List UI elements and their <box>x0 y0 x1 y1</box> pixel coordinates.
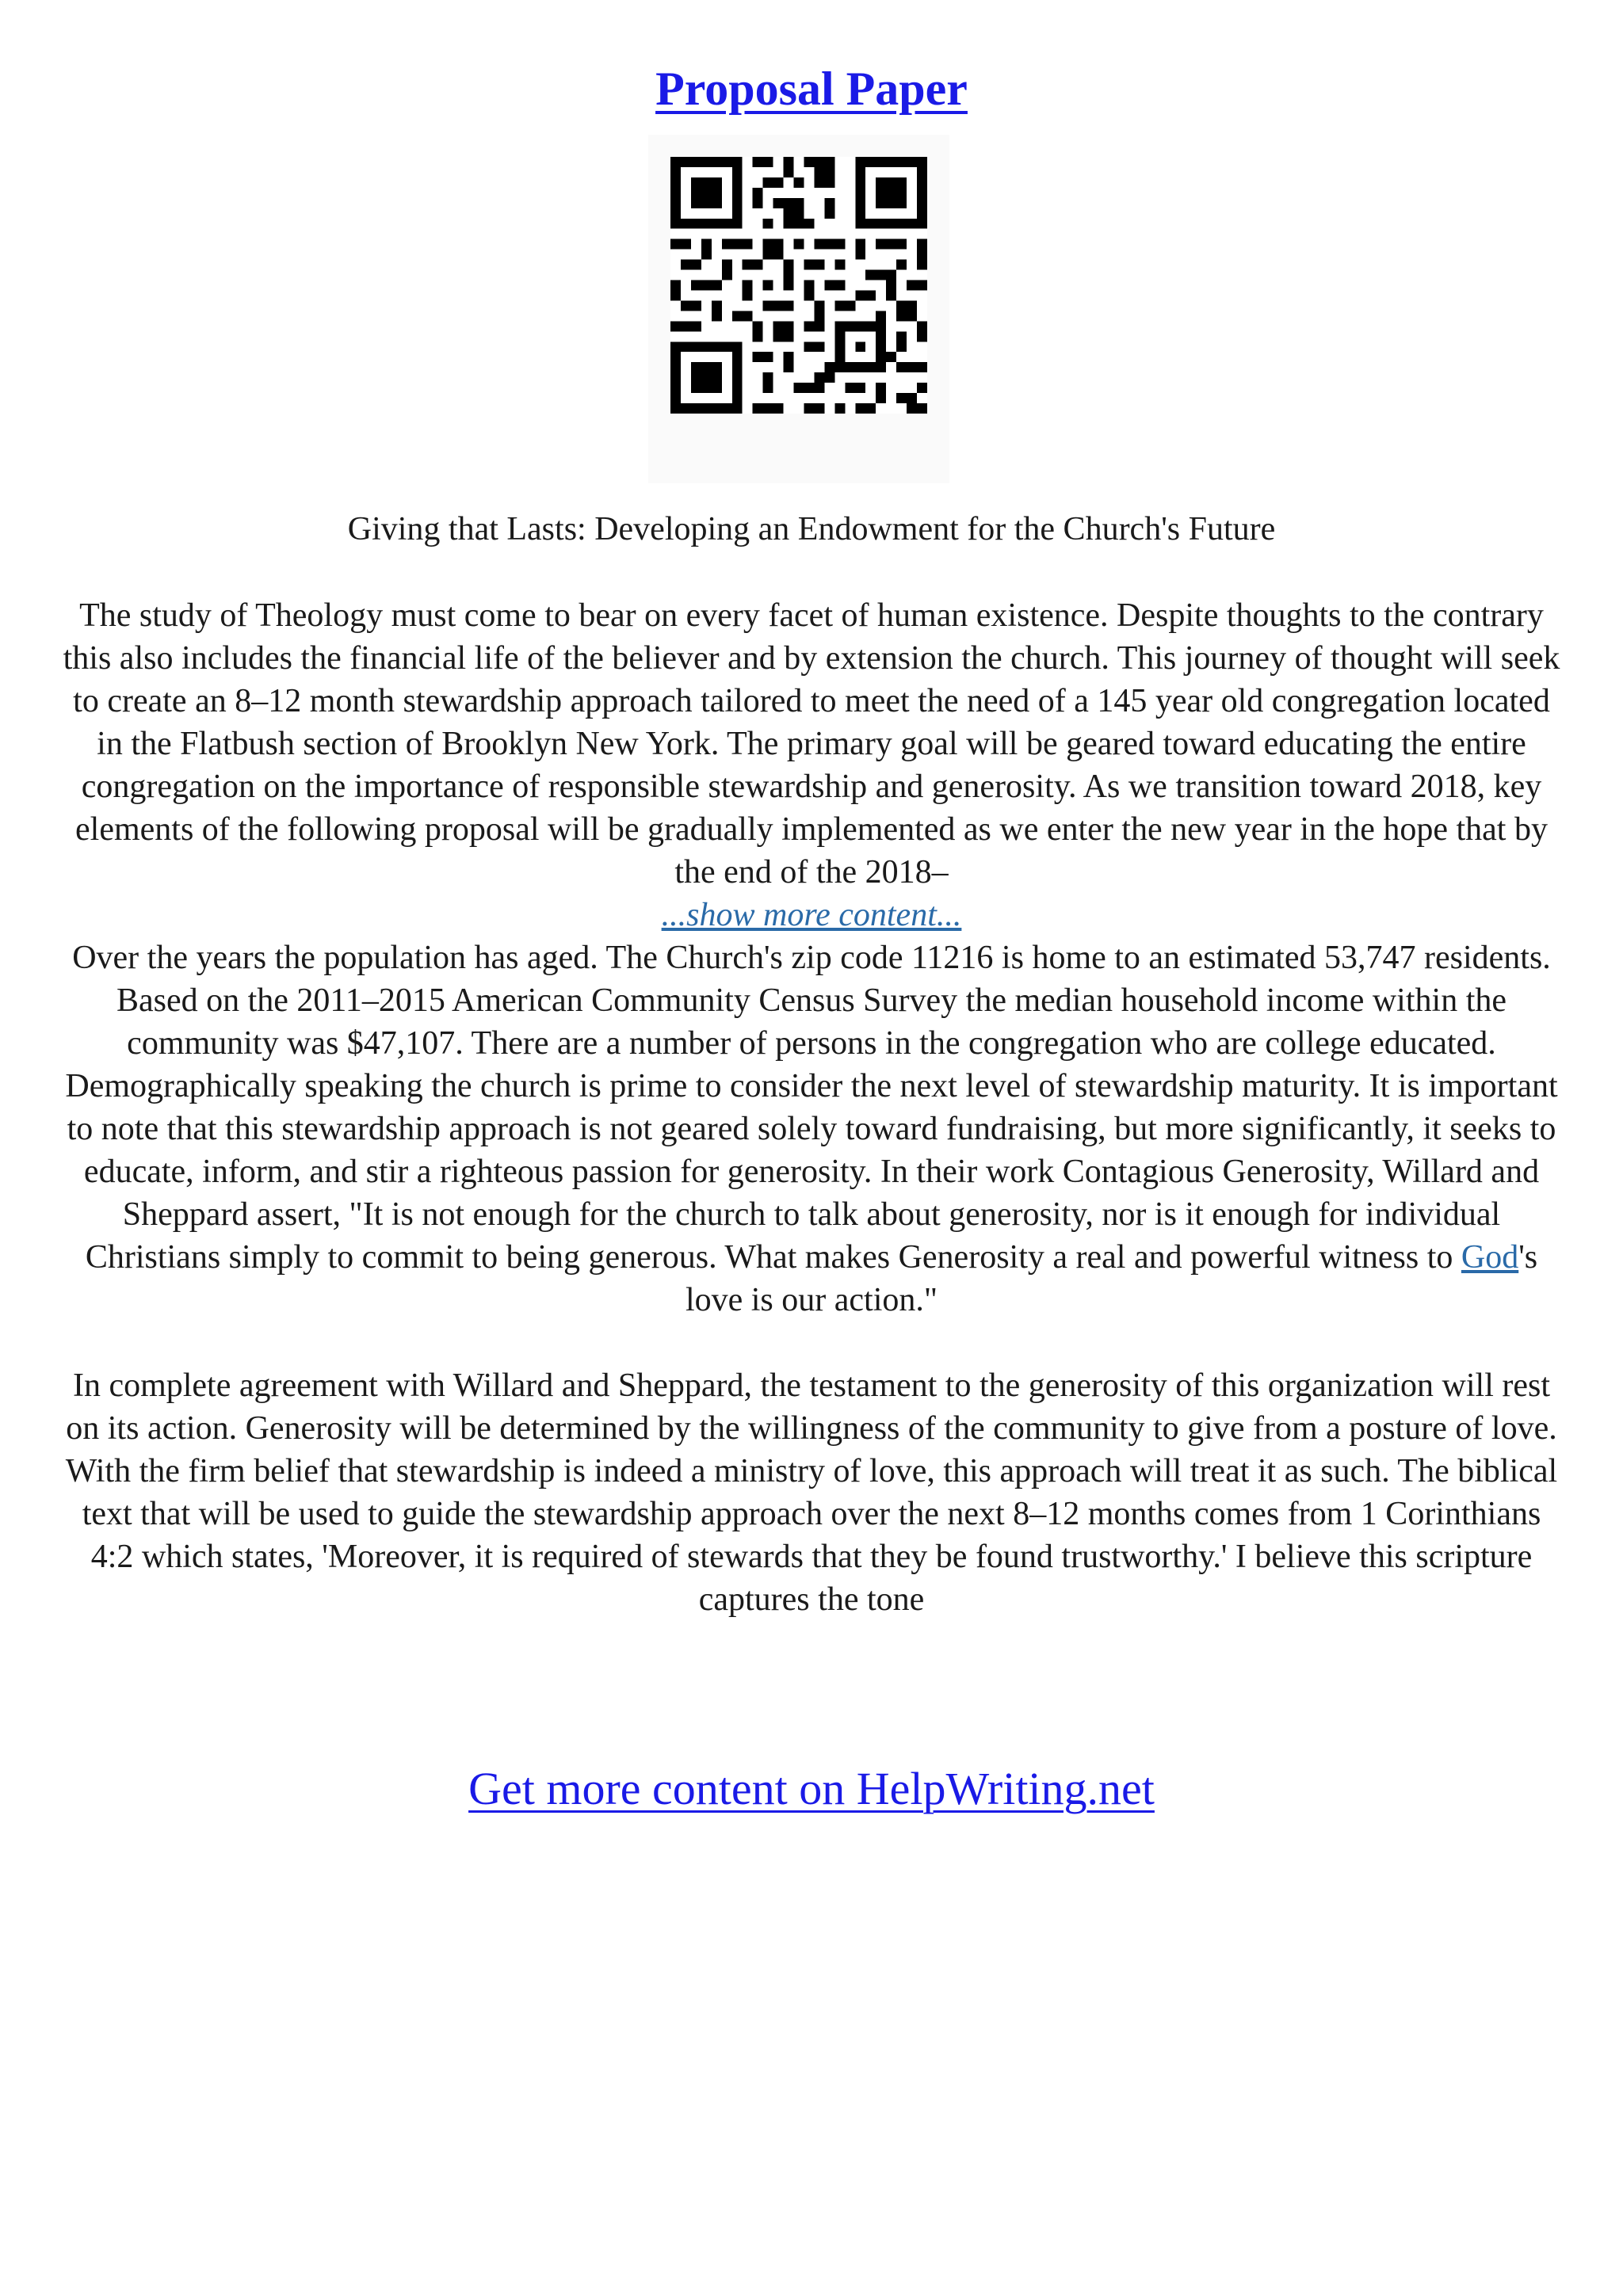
paragraph-2 <box>57 936 1566 1322</box>
paragraph-3: In complete agreement with Willard and Sheppard, the testament to the generosity of this organization will rest on its action. Generosity will be determined by the willingness of the community to give from a posture of love. <box>66 1367 1557 1447</box>
paragraph-2-tail: 's love is our action." <box>685 1239 1538 1318</box>
title-link[interactable]: Proposal Paper <box>655 63 968 115</box>
footer <box>0 1759 1623 1819</box>
paragraph-2-text: Over the years the population has aged. The Church's zip code 11216 is home to an estimated 53,747 residents. Based on the 2011–2015 American Community Census Survey the median household income within the community was $47,107. There are a number of persons in the congregation who are college educated. Demographically speaking the church is prime to consider the next level of stewardship maturity. It is important to note that this stewardship approach is not geared solely toward fundraising, but more significantly, it seeks to educate, inform, and stir a righteous passion for generosity. In their work Contagious Generosity, Willard and Sheppard assert, "It is not enough for the church to talk about generosity, nor is it enough for individual Christians simply to commit to being generous. What makes Generosity a real and powerful witness to <box>65 940 1558 1276</box>
get-more-content-link[interactable]: Get more content on HelpWriting.net <box>468 1763 1155 1814</box>
intro-paragraph: The study of Theology must come to bear on every facet of human existence. Despite thoughts to the contrary this also includes the financial life of the believer and by extension the church. This journey of thought will seek to create an 8–12 month stewardship approach tailored to meet the need of a 145 year old congregation located in the Flatbush section of Brooklyn New York. The primary goal will be geared toward educating the entire congregation on the importance of responsible stewardship and generosity. As we transition toward 2018, key elements of the following proposal will be gradually implemented as we enter the new year in the hope that by the end of the 2018– <box>63 597 1560 891</box>
qr-code-graphic <box>670 157 927 414</box>
body-text <box>57 594 1566 1621</box>
paragraph-4: With the firm belief that stewardship is indeed a ministry of love, this approach will treat it as such. The biblical text that will be used to guide the stewardship approach over the next 8–12 months comes from 1 Corinthians 4:2 which states, 'Moreover, it is required of stewards that they be found trustworthy.' I believe this scripture captures the tone <box>65 1453 1558 1618</box>
god-link[interactable]: God <box>1461 1239 1519 1276</box>
show-more-link[interactable]: ...show more content... <box>661 897 962 933</box>
page-title <box>0 57 1623 120</box>
paragraph-gap <box>57 1322 1566 1364</box>
qr-code-icon <box>648 135 949 483</box>
show-more-row <box>57 894 1566 936</box>
paper-subtitle: Giving that Lasts: Developing an Endowment for the Church's Future <box>347 511 1276 547</box>
